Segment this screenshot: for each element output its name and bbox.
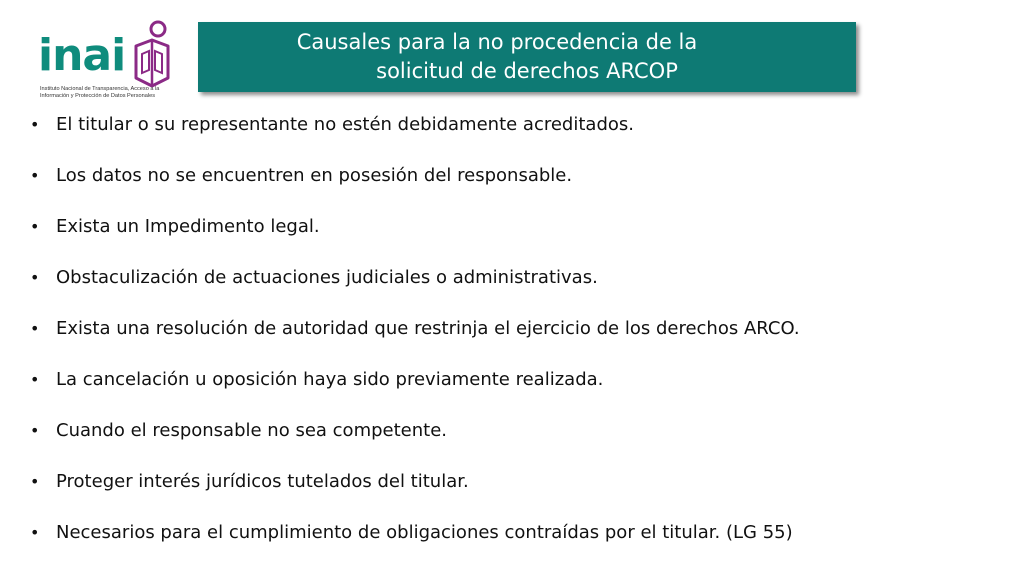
bullet-item xyxy=(30,214,800,265)
logo-figure-icon xyxy=(130,20,174,90)
bullet-text: La cancelación u oposición haya sido previamente realizada. xyxy=(56,369,604,390)
bullet-list xyxy=(30,112,800,571)
logo-caption: Instituto Nacional de Transparencia, Acceso a la Información y Protección de Datos Personales xyxy=(40,86,160,99)
bullet-text: Los datos no se encuentren en posesión del responsable. xyxy=(56,165,573,186)
bullet-item xyxy=(30,418,800,469)
bullet-marker: • xyxy=(30,523,40,542)
bullet-text: Cuando el responsable no sea competente. xyxy=(56,420,447,441)
bullet-marker: • xyxy=(30,472,40,491)
bullet-marker: • xyxy=(30,319,40,338)
bullet-text: Proteger interés jurídicos tutelados del titular. xyxy=(56,471,469,492)
bullet-text: Necesarios para el cumplimiento de obligaciones contraídas por el titular. (LG 55) xyxy=(56,522,793,543)
bullet-marker: • xyxy=(30,166,40,185)
bullet-item xyxy=(30,367,800,418)
bullet-text: Exista un Impedimento legal. xyxy=(56,216,320,237)
bullet-item xyxy=(30,163,800,214)
inai-logo xyxy=(36,20,186,108)
title-line-1: Causales para la no procedencia de la xyxy=(296,30,698,54)
bullet-marker: • xyxy=(30,115,40,134)
bullet-item xyxy=(30,265,800,316)
logo-wordmark: inai xyxy=(38,30,126,81)
bullet-item xyxy=(30,520,800,571)
bullet-marker: • xyxy=(30,268,40,287)
title-banner xyxy=(198,22,856,92)
bullet-marker: • xyxy=(30,370,40,389)
bullet-marker: • xyxy=(30,217,40,236)
bullet-item xyxy=(30,316,800,367)
title-line-2: solicitud de derechos ARCOP xyxy=(376,59,678,83)
bullet-marker: • xyxy=(30,421,40,440)
bullet-item xyxy=(30,112,800,163)
bullet-text: El titular o su representante no estén debidamente acreditados. xyxy=(56,114,634,135)
bullet-text: Exista una resolución de autoridad que restrinja el ejercicio de los derechos ARCO. xyxy=(56,318,800,339)
bullet-text: Obstaculización de actuaciones judiciales o administrativas. xyxy=(56,267,598,288)
bullet-item xyxy=(30,469,800,520)
